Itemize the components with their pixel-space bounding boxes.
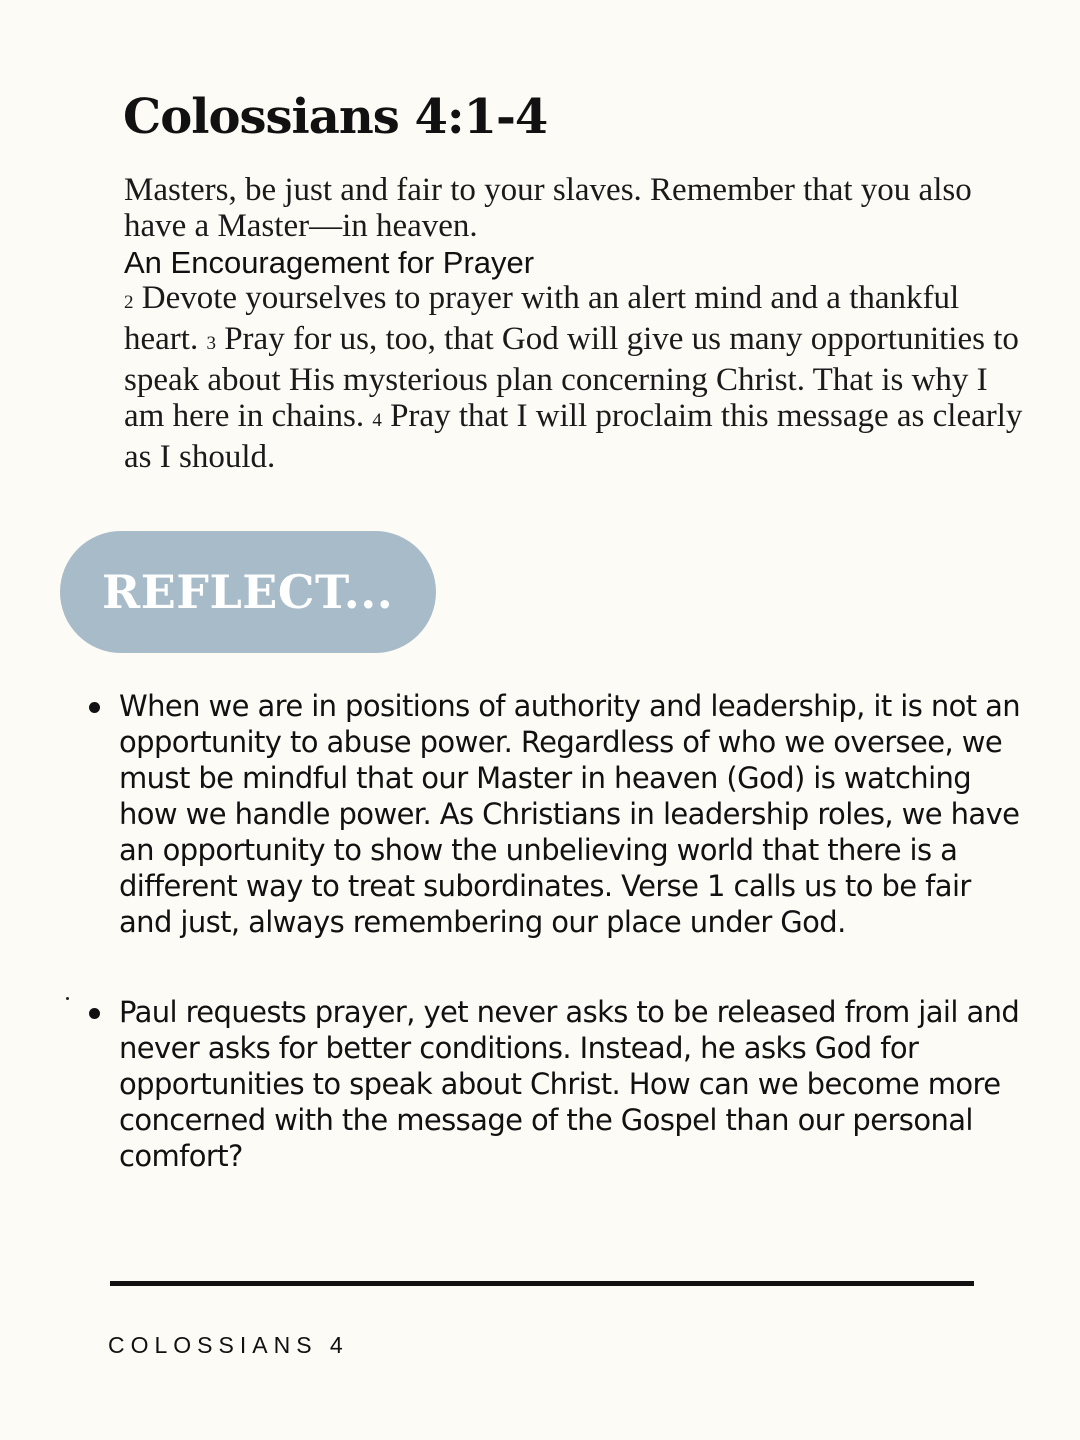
verse-2-text: Devote yourselves to prayer with an alert mind and a thankful heart. (124, 280, 960, 357)
reflection-text: Paul requests prayer, yet never asks to be released from jail and never asks for better conditions. Instead, he asks God for opportunities to speak about Christ. How can we become more concerned with the message of the Gospel than our personal comfort? (119, 995, 1020, 1173)
reflect-badge (60, 531, 436, 653)
page-title: Colossians 4:1-4 (123, 89, 548, 145)
footer-label: COLOSSIANS 4 (108, 1332, 349, 1358)
verse-4-text: Pray that I will proclaim this message as clearly as I should. (124, 398, 1023, 475)
scripture-passage (124, 172, 1024, 475)
verse-3-text: Pray for us, too, that God will give us many opportunities to speak about His mysterious plan concerning Christ. That is why I am here in chains. (124, 321, 1019, 434)
verse-number-3: 3 (206, 333, 216, 354)
verse-1-text: Masters, be just and fair to your slaves. Remember that you also have a Master—in heaven. (124, 172, 972, 244)
section-subheading: An Encouragement for Prayer (124, 245, 535, 280)
divider (110, 1281, 974, 1286)
decorative-dot (66, 997, 69, 1000)
bullet-icon (89, 702, 100, 713)
bullet-icon (89, 1008, 100, 1019)
reflection-list (84, 688, 1024, 1174)
verses-2-4-paragraph (124, 280, 1024, 475)
list-item (84, 688, 1024, 940)
verse-number-2: 2 (124, 292, 134, 313)
reflection-text: When we are in positions of authority and leadership, it is not an opportunity to abuse power. Regardless of who we oversee, we must be mindful that our Master in heaven (God) is watching how we handle power. As Christians in leadership roles, we have an opportunity to show the unbelieving world that there is a different way to treat subordinates. Verse 1 calls us to be fair and just, always remembering our place under God. (119, 689, 1021, 939)
list-item (84, 994, 1024, 1174)
reflect-label: REFLECT... (102, 565, 394, 619)
verse-number-4: 4 (372, 410, 382, 431)
